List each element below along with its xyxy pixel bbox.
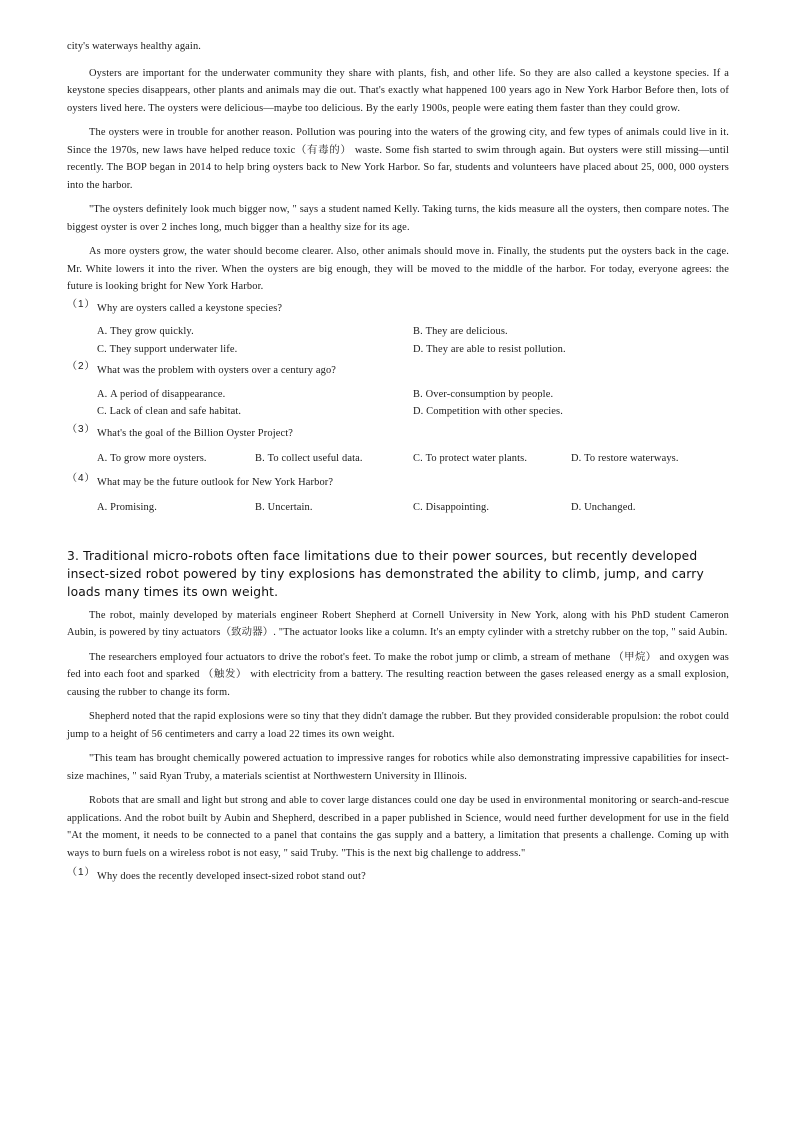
question-stem: What may be the future outlook for New York Harbor? xyxy=(97,476,334,488)
option-text: They support underwater life. xyxy=(109,343,238,355)
option-d[interactable] xyxy=(413,403,729,421)
passage-continuation: city's waterways healthy again. xyxy=(67,41,202,52)
option-a[interactable] xyxy=(97,386,413,404)
passage-paragraph: "This team has brought chemically powered actuation to impressive ranges for robotics while also demonstrating impressive capabilities for insect-size machines, " said Ryan Truby, a materials scientist at Northwestern University in Illinois. xyxy=(67,753,729,782)
option-text: Unchanged. xyxy=(584,502,636,513)
option-letter: C. xyxy=(413,502,426,513)
option-a[interactable] xyxy=(97,323,413,341)
option-letter: A. xyxy=(97,453,111,464)
options-row xyxy=(67,450,729,468)
passage-paragraph: The researchers employed four actuators to drive the robot's feet. To make the robot jump or climb, a stream of methane （甲烷） and oxygen was fed into each foot and sparked （触发） with electricity from a battery. The resulting reaction between the gases released energy as a small explosion, causing the rubber to change its form. xyxy=(67,651,729,698)
option-letter: D. xyxy=(571,453,585,464)
passage-paragraph: Robots that are small and light but strong and able to cover large distances could one day be used in environmental monitoring or search-and-rescue applications. And the robot built by Aubin and Shepherd, described in a paper published in Science, would need further development for use in the field "At the moment, it needs to be connected to a panel that contains the gas supply and a battery, a limitation that presents a challenge. Coming up with ways to burn fuels on a wireless robot is not easy, " said Truby. "This is the next big challenge to address." xyxy=(67,795,729,859)
options-row xyxy=(67,499,729,517)
question-stem: Why does the recently developed insect-sized robot stand out? xyxy=(97,871,366,882)
passage-paragraph: The oysters were in trouble for another reason. Pollution was pouring into the waters of the growing city, and few types of animals could live in it. Since the 1970s, new laws have helped reduce toxic（有毒的） waste. Some fish started to swim through again. But oysters were still missing—until recently. The BOP began in 2014 to help bring oysters back to New York Harbor. So far, students and volunteers have placed about 25, 000, 000 oysters into the harbor. xyxy=(67,127,729,191)
option-d[interactable] xyxy=(571,499,729,517)
option-text: Over-consumption by people. xyxy=(425,388,554,400)
options-grid xyxy=(67,386,729,421)
option-c[interactable] xyxy=(413,450,571,468)
option-letter: B. xyxy=(255,453,268,464)
question-number: （1） xyxy=(67,867,96,878)
option-letter: C. xyxy=(97,406,110,417)
question-stem: What's the goal of the Billion Oyster Project? xyxy=(97,427,294,439)
option-text: Promising. xyxy=(110,502,157,513)
passage-paragraph: Shepherd noted that the rapid explosions were so tiny that they didn't damage the rubber. But they provided considerable propulsion: the robot could jump to a height of 56 centimeters and carry a load 22 times its own weight. xyxy=(67,711,729,740)
option-letter: A. xyxy=(97,326,111,337)
option-text: They grow quickly. xyxy=(110,326,194,337)
question-3 xyxy=(67,425,729,468)
option-text: Competition with other species. xyxy=(426,406,563,417)
option-text: To restore waterways. xyxy=(584,453,679,464)
passage-paragraph: Oysters are important for the underwater community they share with plants, fish, and other life. So they are also called a keystone species. If a keystone species disappears, other plants and animals may die out. That's exactly what happened 100 years ago in New York Harbor Before then, lots of oysters lived here. The oysters were delicious—maybe too delicious. By the early 1900s, people were eating them faster than they could grow. xyxy=(67,67,729,114)
option-text: A period of disappearance. xyxy=(110,388,226,400)
option-d[interactable] xyxy=(413,341,729,359)
option-letter: A. xyxy=(97,388,111,400)
option-letter: D. xyxy=(413,343,427,355)
option-letter: C. xyxy=(413,453,426,464)
passage-paragraph: As more oysters grow, the water should become clearer. Also, other animals should move in. Finally, the students put the oysters back in the cage. Mr. White lowers it into the river. When the oysters are big enough, they will be moved to the middle of the harbor. For today, everyone agrees: the future is looking bright for New York Harbor. xyxy=(67,246,729,292)
question-4 xyxy=(67,474,729,517)
option-text: Lack of clean and safe habitat. xyxy=(109,406,242,417)
option-text: They are delicious. xyxy=(425,326,508,337)
option-d[interactable] xyxy=(571,450,729,468)
option-letter: B. xyxy=(413,388,426,400)
option-c[interactable] xyxy=(413,499,571,517)
option-a[interactable] xyxy=(97,499,255,517)
option-text: To protect water plants. xyxy=(425,453,528,464)
option-a[interactable] xyxy=(97,450,255,468)
option-b[interactable] xyxy=(255,499,413,517)
question-2 xyxy=(67,362,729,421)
passage-paragraph: "The oysters definitely look much bigger now, " says a student named Kelly. Taking turns, the kids measure all the oysters, then compare notes. The biggest oyster is over 2 inches long, much bigger than a healthy size for its age. xyxy=(67,204,729,233)
option-b[interactable] xyxy=(255,450,413,468)
option-letter: A. xyxy=(97,502,111,513)
option-letter: C. xyxy=(97,343,110,355)
option-text: To collect useful data. xyxy=(267,453,363,464)
question-1 xyxy=(67,868,729,886)
question-number: （2） xyxy=(67,361,96,372)
document-page xyxy=(67,38,729,892)
option-c[interactable] xyxy=(97,403,413,421)
option-b[interactable] xyxy=(413,386,729,404)
question-1 xyxy=(67,300,729,359)
option-text: To grow more oysters. xyxy=(110,453,207,464)
question-stem: Why are oysters called a keystone species? xyxy=(97,302,283,314)
option-text: Disappointing. xyxy=(425,502,490,513)
question-stem: What was the problem with oysters over a century ago? xyxy=(97,365,337,376)
option-letter: B. xyxy=(413,326,426,337)
option-letter: D. xyxy=(571,502,585,513)
option-letter: D. xyxy=(413,406,427,417)
option-b[interactable] xyxy=(413,323,729,341)
option-c[interactable] xyxy=(97,341,413,359)
section-heading: 3. Traditional micro-robots often face limitations due to their power sources, but recently developed insect-sized robot powered by tiny explosions has demonstrated the ability to climb, jump, and carry loads many times its own weight. xyxy=(67,548,704,599)
option-text: Uncertain. xyxy=(267,502,313,513)
question-number: （1） xyxy=(67,298,96,310)
options-grid xyxy=(67,323,729,358)
question-number: （3） xyxy=(67,423,96,435)
passage-paragraph: The robot, mainly developed by materials engineer Robert Shepherd at Cornell University in New York, along with his PhD student Cameron Aubin, is powered by tiny actuators（致动器）. "The actuator looks like a column. It's an empty cylinder with a stretchy rubber on the top, " said Aubin. xyxy=(67,609,729,638)
question-number: （4） xyxy=(67,472,96,484)
option-text: They are able to resist pollution. xyxy=(426,343,566,355)
option-letter: B. xyxy=(255,502,268,513)
